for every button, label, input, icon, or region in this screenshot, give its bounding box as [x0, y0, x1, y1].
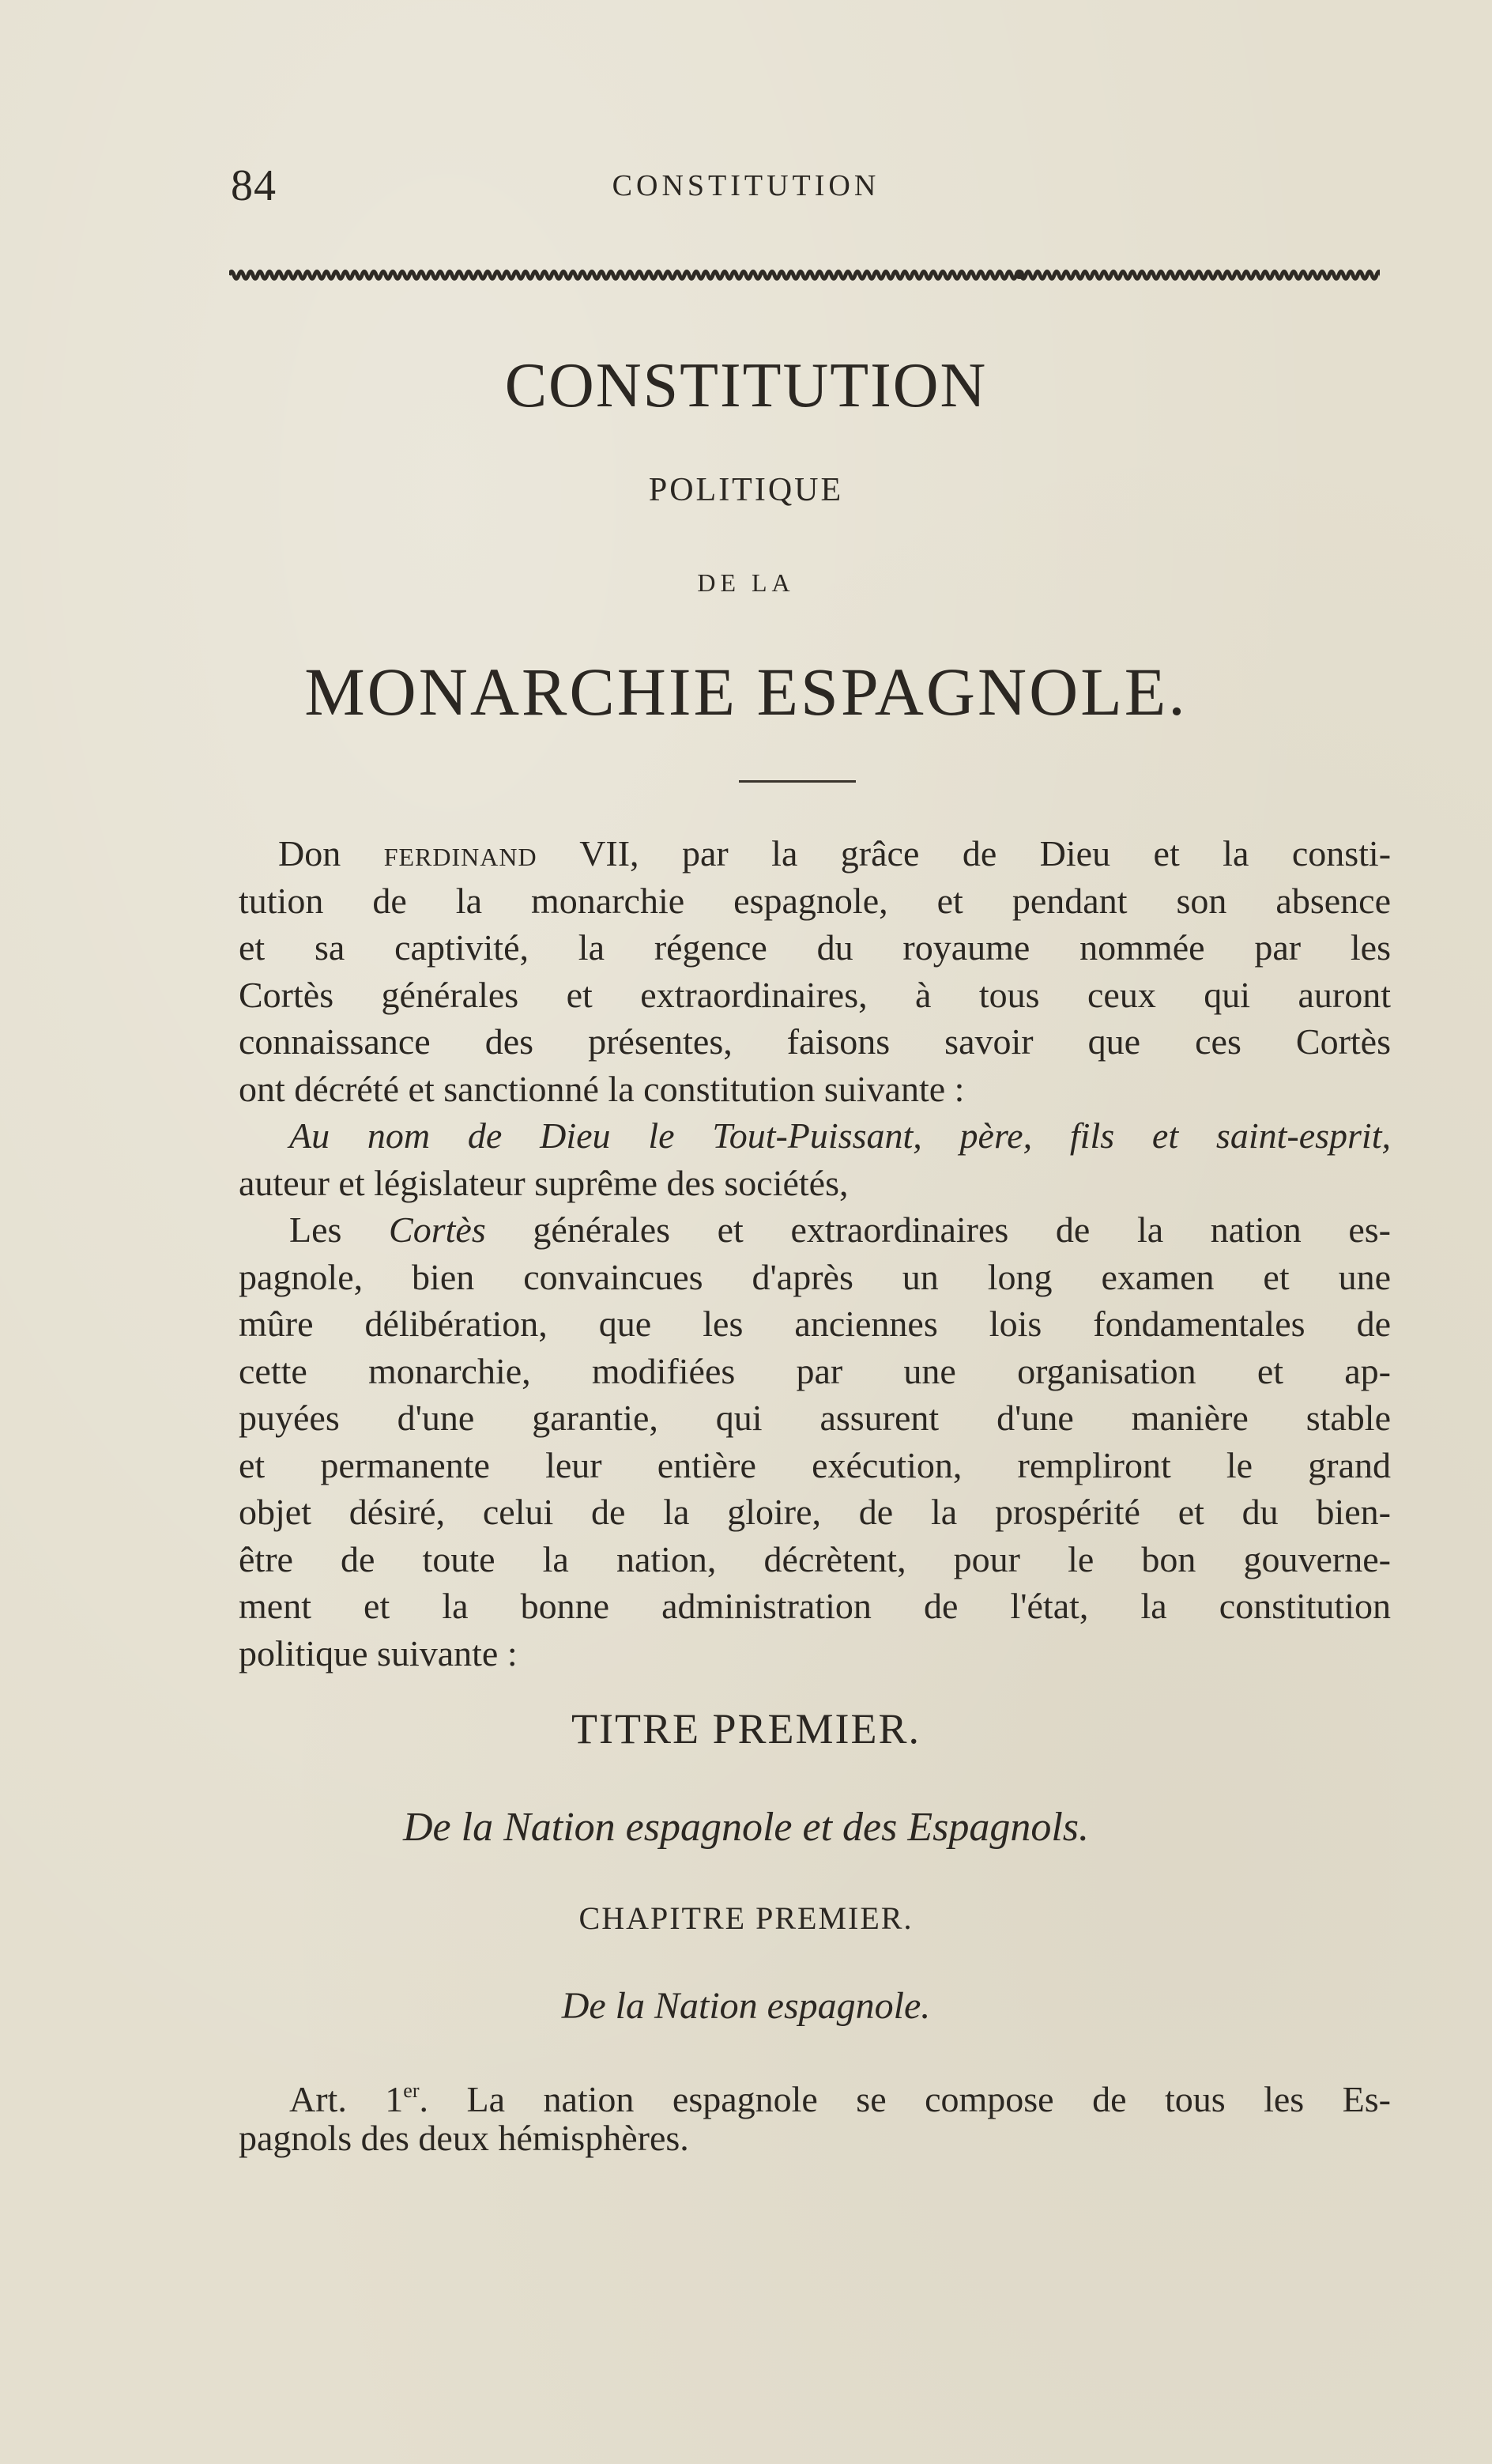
article-line	[239, 2067, 1391, 2119]
decree-line: puyées d'une garantie, qui assurent d'une manière stable	[239, 1398, 1391, 1438]
article-label: Art. 1	[289, 2079, 404, 2119]
decree-line: et permanente leur entière exécution, rempliront le grand	[239, 1444, 1391, 1485]
decree-les: Les	[289, 1209, 390, 1250]
article-line1-rest: . La nation espagnole se compose de tous les Es-	[419, 2079, 1391, 2119]
title-de-la: DE LA	[697, 568, 795, 597]
decree-line1-rest: générales et extraordinaires de la nation es-	[485, 1209, 1391, 1250]
running-head	[0, 154, 1492, 217]
preamble-line: Cortès générales et extraordinaires, à tous ceux qui auront	[239, 974, 1391, 1015]
page-number: 84	[231, 161, 277, 210]
preamble-ferdinand: ferdinand	[383, 833, 537, 874]
decree-line: ment et la bonne administration de l'état, la constitution	[239, 1586, 1391, 1626]
preamble-line: et sa captivité, la régence du royaume nommée par les	[239, 927, 1391, 968]
decree-line: objet désiré, celui de la gloire, de la prospérité et du bien-	[239, 1492, 1391, 1532]
decree-line: mûre délibération, que les anciennes lois fondamentales de	[239, 1304, 1391, 1344]
preamble-line: tution de la monarchie espagnole, et pendant son absence	[239, 880, 1391, 921]
wavy-rule-ornament	[229, 263, 1380, 287]
invocation-line: Au nom de Dieu le Tout-Puissant, père, fils et saint-esprit,	[289, 1115, 1391, 1156]
title-main: CONSTITUTION	[504, 351, 988, 421]
section-subheading: De la Nation espagnole et des Espagnols.	[402, 1805, 1090, 1850]
article-ordinal: er	[403, 2079, 420, 2102]
title-rule	[739, 780, 856, 783]
decree-line: politique suivante :	[239, 1632, 518, 1673]
decree-line	[239, 1206, 1391, 1254]
running-title: CONSTITUTION	[612, 169, 880, 202]
preamble-line: ont décrété et sanctionné la constitution suivante :	[239, 1068, 965, 1109]
preamble-don: Don	[278, 833, 341, 874]
chapter-subheading: De la Nation espagnole.	[561, 1985, 931, 2027]
chapter-heading: CHAPITRE PREMIER.	[578, 1900, 914, 1936]
title-politique: POLITIQUE	[648, 472, 844, 508]
preamble-line1-rest: VII, par la grâce de Dieu et la consti-	[537, 833, 1392, 874]
invocation-line: auteur et législateur suprême des sociétés,	[239, 1162, 849, 1203]
decree-line: pagnole, bien convaincues d'après un long examen et une	[239, 1256, 1391, 1297]
preamble-line	[239, 830, 1391, 877]
section-heading: TITRE PREMIER.	[571, 1705, 921, 1753]
article-line: pagnols des deux hémisphères.	[239, 2117, 689, 2158]
title-monarchie: MONARCHIE ESPAGNOLE.	[304, 654, 1188, 730]
decree-line: être de toute la nation, décrètent, pour le bon gouverne-	[239, 1538, 1391, 1579]
decree-cortes: Cortès	[389, 1209, 486, 1250]
preamble-line: connaissance des présentes, faisons savoir que ces Cortès	[239, 1021, 1391, 1062]
decree-line: cette monarchie, modifiées par une organisation et ap-	[239, 1350, 1391, 1391]
